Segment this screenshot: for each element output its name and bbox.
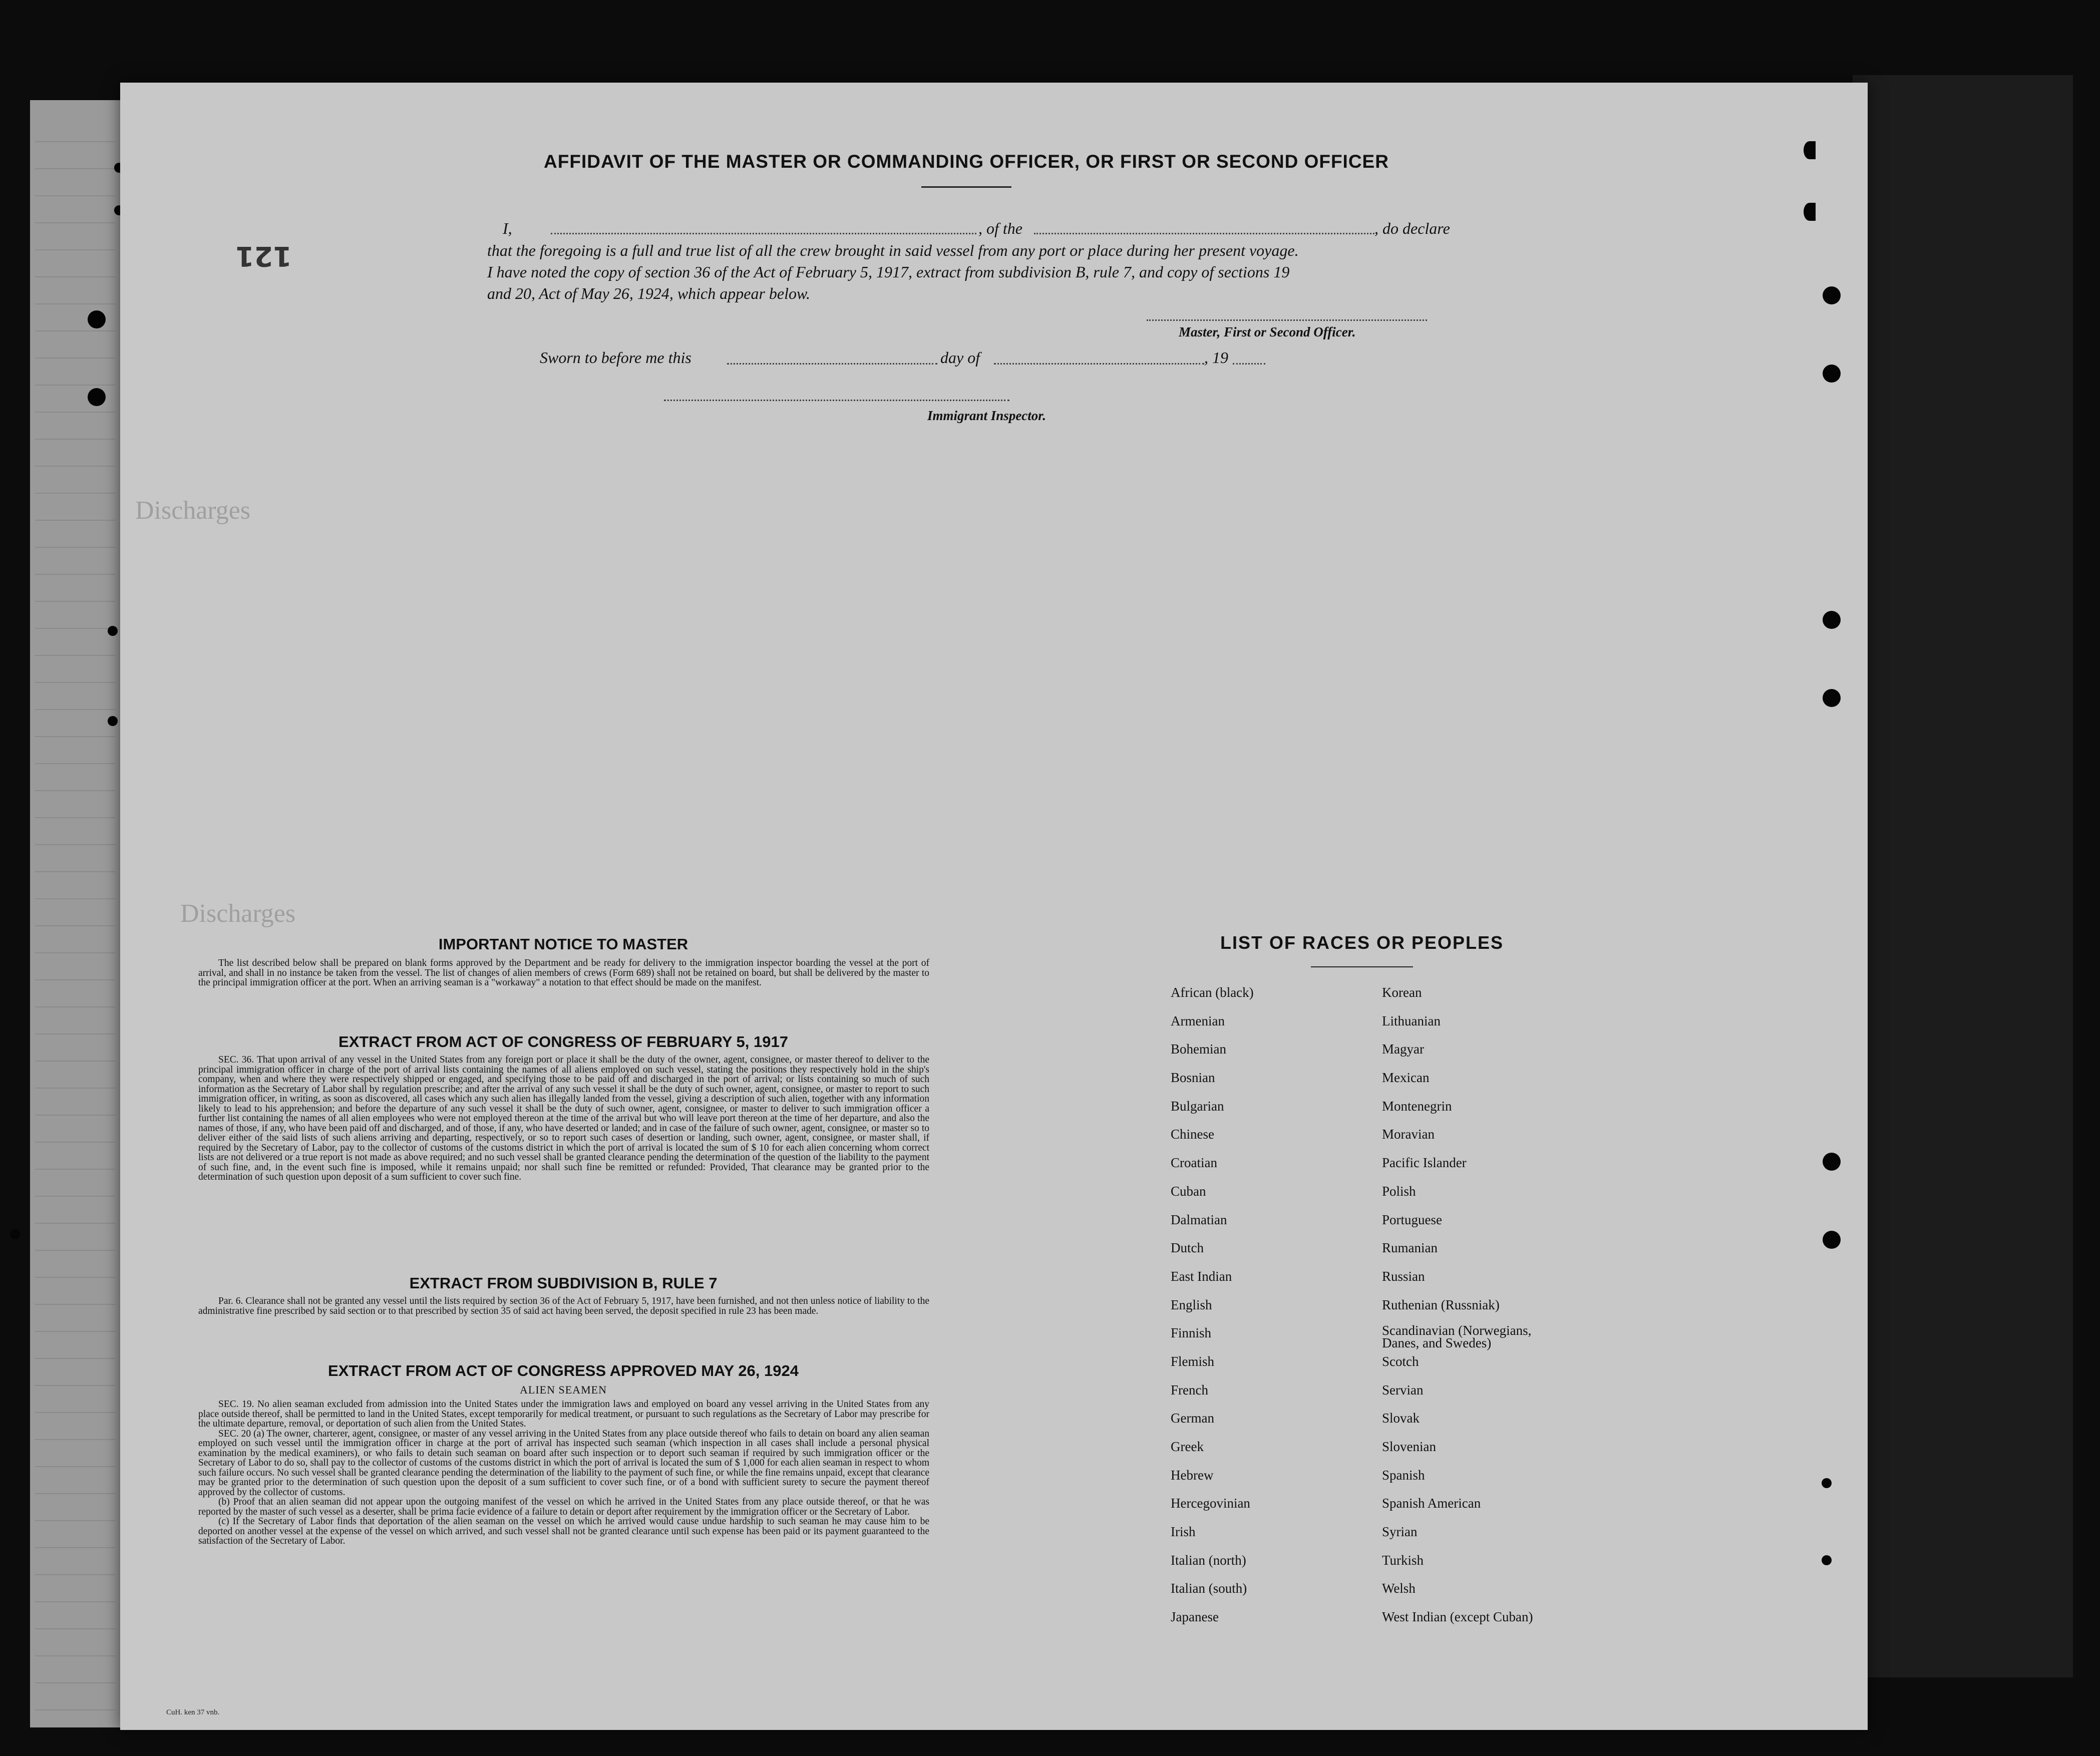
i-label: I, [503,219,512,237]
race-item: Spanish [1382,1467,1425,1483]
race-item: Turkish [1382,1552,1424,1568]
sec-20c-paragraph: (c) If the Secretary of Labor finds that deportation of the alien seaman on the vessel on which he arrived would cause undue hardship to such seaman he may cause him to be deported on another vessel at the expense of the vessel on which arrived, and such vessel shall not be granted clearance until such expense has been paid or its payment guaranteed to the satisfaction of the Secretary of Labor. [198,1516,929,1546]
race-item: Japanese [1171,1609,1219,1625]
race-item: Bulgarian [1171,1098,1224,1114]
race-item: Croatian [1171,1155,1217,1171]
back-sheet-right [1853,75,2073,1677]
declaration-line-2: I have noted the copy of section 36 of the Act of February 5, 1917, extract from subdivision B, rule 7, and copy of sections 19 [487,263,1290,281]
binder-hole [88,388,106,406]
races-title-underline [1311,966,1413,967]
race-item: Moravian [1382,1127,1435,1142]
race-item: Spanish American [1382,1496,1481,1511]
race-item: Ruthenian (Russniak) [1382,1297,1500,1312]
extract-rule7-text: Par. 6. Clearance shall not be granted any vessel until the lists required by section 36 of the Act of February 5, 1917, have been furnished, and not then unless notice of liability to the administrative fine prescribed by said section or to that prescribed by section 35 of said act having been served, the deposit specified in rule 23 has been made. [198,1296,929,1316]
binder-hole [1823,611,1841,629]
race-item: West Indian (except Cuban) [1382,1609,1533,1625]
race-item: Scandinavian (Norwegians, Danes, and Swedes) [1382,1323,1532,1351]
sec-20b-paragraph: (b) Proof that an alien seaman did not appear upon the outgoing manifest of the vessel on which he arrived in the United States from any place outside thereof, or that he was reported by the master of such vessel as a deserter, shall be prima facie evidence of a failure to detain or deport after requirement by the immigration officer or the Secretary of Labor. [198,1497,929,1517]
race-item: Italian (south) [1171,1581,1247,1596]
race-item: Finnish [1171,1325,1212,1341]
year-label: , 19 [1204,348,1228,367]
sworn-label: Sworn to before me this [540,348,691,367]
binder-hole [1804,203,1816,221]
sec-19-paragraph: SEC. 19. No alien seaman excluded from admission into the United States under the immigration laws and employed on board any vessel arriving in the United States from any place outside thereof, shall be permitted to land in the United States, except temporarily for medical treatment, or pursuant to such regulations as the Secretary of Labor may prescribe for the ultimate departure, removal, or deportation of such alien from the United States. [198,1399,929,1429]
race-item: Dalmatian [1171,1212,1227,1227]
extract-1917-text: SEC. 36. That upon arrival of any vessel in the United States from any foreign port or place it shall be the duty of the owner, agent, consignee, or master thereof to deliver to the principal immigration officer in charge of the port of arrival lists containing the names of all aliens employed on such vessel, stating the positions they respectively hold in the ship's company, when and where they were respectively shipped or engaged, and specifying those to be paid off and discharged in the port of arrival; or lists containing so much of such information as the Secretary of Labor shall by regulation prescribe; and after the arrival of any such vessel it shall be the duty of such owner, agent, consignee, or master to report to such immigration officer, in writing, as soon as discovered, all cases which any such alien has illegally landed from the vessel, giving a description of such alien, together with any information likely to lead to his apprehension; and before the departure of any such vessel it shall be the duty of such owner, agent, consignee, or master to deliver to such immigration officer a further list containing the names of all alien employees who were not employed thereon at the time of the arrival but who will leave port thereon at the time of her departure, and also the names of those, if any, who have been paid off and discharged, and of those, if any, who have deserted or landed; and in case of the failure of such owner, agent, consignee, or master so to deliver either of the said lists of such aliens arriving and departing, respectively, or so to report such cases of desertion or landing, such owner, agent, consignee, or master shall, if required by the Secretary of Labor, pay to the collector of customs of the customs district in which the port of arrival is located the sum of $ 10 for each alien concerning whom correct lists are not delivered or a true report is not made as above required; and no such vessel shall be granted clearance pending the determination of the question of the liability to the payment of such fine, and, in the event such fine is imposed, while it remains unpaid; nor shall such fine be remitted or refunded: Provided, That clearance may be granted prior to the determination of such question upon deposit of a sum sufficient to cover such fine. [198,1055,929,1182]
do-declare-label: , do declare [1374,219,1450,237]
inspector-signature-blank[interactable] [664,400,1009,401]
race-item: French [1171,1382,1208,1397]
binder-hole [1822,1555,1832,1565]
day-of-label: day of [940,348,980,367]
race-item: Korean [1382,985,1422,1000]
race-item: Bosnian [1171,1070,1215,1086]
races-left-column [1171,984,1254,1637]
race-item: Hebrew [1171,1467,1214,1483]
binder-hole [1823,365,1841,383]
bleed-through-text: Discharges [180,899,296,928]
race-item: Welsh [1382,1581,1416,1596]
race-item: African (black) [1171,985,1254,1000]
declaration-line-1: that the foregoing is a full and true list of all the crew brought in said vessel from any port or place during her present voyage. [487,241,1299,259]
extract-1917-title: EXTRACT FROM ACT OF CONGRESS OF FEBRUARY 5, 1917 [338,1033,788,1050]
binder-hole [108,716,118,726]
race-item: Irish [1171,1524,1196,1540]
ruled-back-page [35,115,115,1717]
extract-1924-title: EXTRACT FROM ACT OF CONGRESS APPROVED MAY 26, 1924 [328,1362,799,1379]
race-item: German [1171,1411,1214,1426]
notice-title: IMPORTANT NOTICE TO MASTER [438,935,688,953]
bleed-through-text: Discharges [135,496,251,525]
binder-hole [1823,286,1841,304]
race-item: Bohemian [1171,1041,1226,1057]
binder-hole [88,310,106,328]
race-item: Polish [1382,1183,1416,1199]
race-item: Montenegrin [1382,1098,1452,1114]
race-item: Rumanian [1382,1240,1438,1256]
printer-mark: CuH. ken 37 vnb. [166,1708,220,1716]
race-item: Armenian [1171,1013,1225,1028]
binder-hole [10,1229,20,1239]
binder-hole [108,626,118,636]
races-right-column [1382,984,1547,1637]
race-item: Italian (north) [1171,1552,1246,1568]
race-item: Magyar [1382,1041,1424,1057]
race-item: English [1171,1297,1212,1312]
race-item: Flemish [1171,1353,1215,1369]
race-item: Portuguese [1382,1212,1442,1227]
notice-text: The list described below shall be prepared on blank forms approved by the Department and be ready for delivery to the immigration inspector boarding the vessel at the port of arrival, and shall in no instance be taken from the vessel. The list of changes of alien members of crews (Form 689) shall not be retained on board, but shall be delivered by the master to the principal immigration officer at the port. When an arriving seaman is a "workaway" a notation to that effect should be made on the manifest. [198,958,929,988]
binder-hole [1822,1478,1832,1488]
extract-rule7-title: EXTRACT FROM SUBDIVISION B, RULE 7 [409,1274,718,1292]
extract-1924-text [198,1399,929,1546]
declaration-line-3: and 20, Act of May 26, 1924, which appear below. [487,284,810,302]
race-item: East Indian [1171,1268,1232,1284]
sec-20a-paragraph: SEC. 20 (a) The owner, charterer, agent, consignee, or master of any vessel arriving in the United States from any place outside thereof who fails to detain on board any alien seaman employed on such vessel until the immigration officer in charge at the port of arrival has inspected such seaman (which inspection in all cases shall include a personal physical examination by the medical examiners), or who fails to detain such seaman on board after such inspection or to deport such seaman if required by such immigration officer or the Secretary of Labor to do so, shall pay to the collector of customs of the customs district in which the port of arrival is located the sum of $ 1,000 for each alien seaman in respect to whom such failure occurs. No such vessel shall be granted clearance pending the determination of the liability to the payment of such fine, or while the fine remains unpaid, except that clearance may be granted prior to the determination of such question upon the deposit of a sum sufficient to cover such fine, or of a bond with sufficient surety to secure the payment thereof approved by the collector of customs. [198,1428,929,1498]
sworn-day-blank[interactable] [727,363,937,365]
title-underline [921,186,1011,188]
race-item: Pacific Islander [1382,1155,1467,1171]
race-item: Greek [1171,1439,1204,1454]
affidavit-title: AFFIDAVIT OF THE MASTER OR COMMANDING OFFICER, OR FIRST OR SECOND OFFICER [544,151,1389,172]
race-item: Mexican [1382,1070,1430,1086]
race-item: Scotch [1382,1353,1419,1369]
binder-hole [1823,1153,1841,1171]
race-item: Dutch [1171,1240,1204,1256]
binder-hole [1804,141,1816,159]
race-item: Chinese [1171,1127,1214,1142]
race-item: Hercegovinian [1171,1496,1250,1511]
race-item: Syrian [1382,1524,1418,1540]
race-item: Servian [1382,1382,1424,1397]
alien-seamen-subtitle: ALIEN SEAMEN [520,1383,607,1396]
races-title: LIST OF RACES OR PEOPLES [1220,932,1504,953]
race-item: Lithuanian [1382,1013,1441,1028]
of-the-label: , of the [978,219,1022,237]
vessel-blank[interactable] [1034,233,1374,234]
race-item: Cuban [1171,1183,1206,1199]
sworn-month-blank[interactable] [994,363,1204,365]
inspector-label: Immigrant Inspector. [927,408,1046,423]
race-item: Russian [1382,1268,1425,1284]
race-item: Slovenian [1382,1439,1436,1454]
race-item: Slovak [1382,1411,1420,1426]
name-blank[interactable] [551,233,976,234]
master-signature-label: Master, First or Second Officer. [1179,324,1356,339]
master-signature-blank[interactable] [1147,319,1427,321]
sworn-year-blank[interactable] [1233,363,1265,365]
binder-hole [1823,1231,1841,1249]
binder-hole [1823,689,1841,707]
margin-number: 121 [235,240,292,272]
